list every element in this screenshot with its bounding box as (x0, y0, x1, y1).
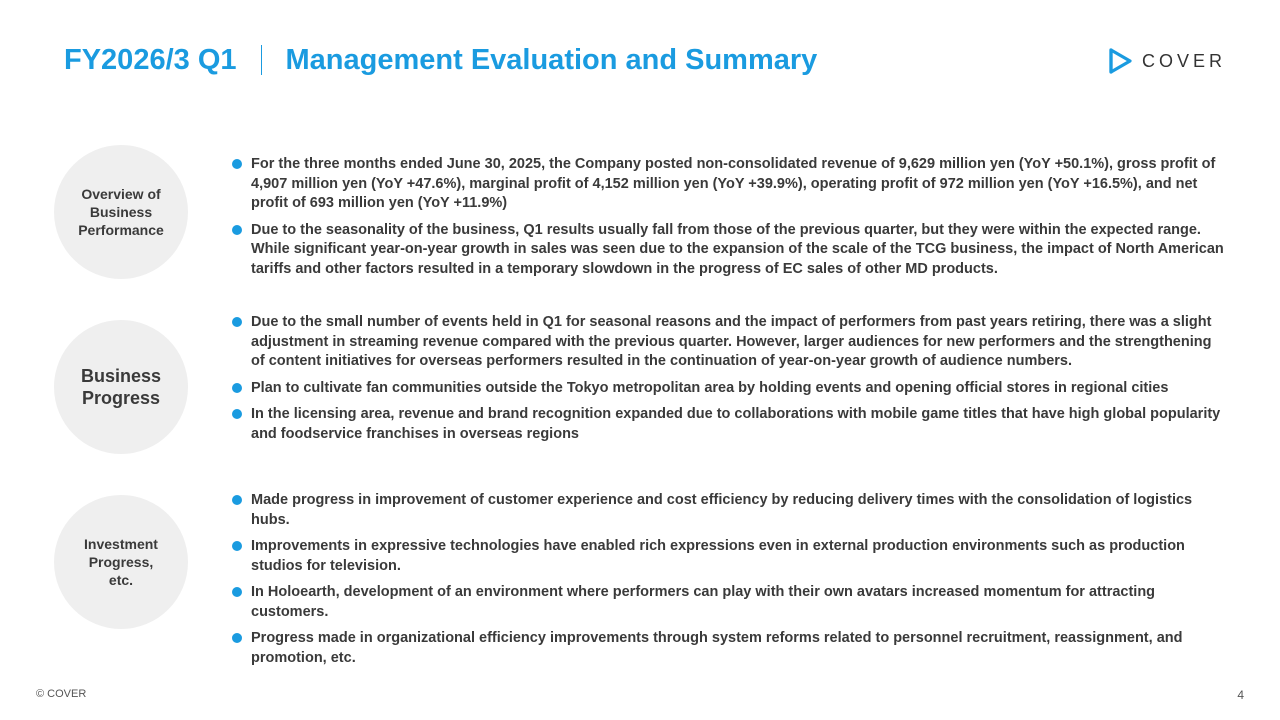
section-label-overview (54, 145, 188, 279)
section-label-line: Progress, (88, 554, 154, 570)
page-number: 4 (1237, 688, 1244, 702)
bullet-item (232, 491, 1224, 530)
copyright-notice: © COVER (36, 688, 87, 700)
bullet-dot-icon (232, 383, 242, 393)
investment-progress-bullet-list (232, 491, 1224, 675)
bullet-item (232, 405, 1224, 444)
bullet-dot-icon (232, 633, 242, 643)
overview-bullet-list (232, 155, 1224, 286)
bullet-text: Improvements in expressive technologies have enabled rich expressions even in external production environments such as production studios for television. (251, 538, 1185, 574)
bullet-text: For the three months ended June 30, 2025, the Company posted non-consolidated revenue of 9,629 million yen (YoY +50.1%), gross profit of 4,907 million yen (YoY +47.6%), marginal profit of 4,152 million yen (YoY +39.9%), operating profit of 972 million yen (YoY +16.5%), and net profit of 693 million yen (YoY +11.9%) (251, 156, 1216, 211)
bullet-text: Progress made in organizational efficiency improvements through system reforms related to personnel recruitment, reassignment, and promotion, etc. (251, 630, 1183, 666)
bullet-dot-icon (232, 495, 242, 505)
bullet-text: Due to the small number of events held in Q1 for seasonal reasons and the impact of performers from past years retiring, there was a slight adjustment in streaming revenue compared with the previous quarter. However, larger audiences for new performers and the strengthening of content initiatives for overseas performers resulted in the continuation of year-on-year growth of audience numbers. (251, 314, 1212, 369)
bullet-item (232, 155, 1224, 214)
section-label-line: Investment (84, 536, 158, 552)
bullet-item (232, 629, 1224, 668)
cover-logo-play-icon (1106, 47, 1134, 75)
bullet-item (232, 221, 1224, 280)
business-progress-bullet-list (232, 313, 1224, 451)
slide-header (64, 38, 817, 82)
bullet-item (232, 313, 1224, 372)
bullet-text: Due to the seasonality of the business, Q1 results usually fall from those of the previous quarter, but they were within the expected range. While significant year-on-year growth in sales was seen due to the expansion of the scale of the TCG business, the impact of North American tariffs and other factors resulted in a temporary slowdown in the progress of EC sales of other MD products. (251, 221, 1224, 277)
bullet-text: In the licensing area, revenue and brand recognition expanded due to collaborations with mobile game titles that have high global popularity and foodservice franchises in overseas regions (251, 406, 1221, 442)
page-title: Management Evaluation and Summary (285, 43, 818, 76)
bullet-item (232, 537, 1224, 576)
section-label-line: etc. (108, 572, 134, 588)
section-label-line: Business (89, 204, 153, 220)
section-label-investment-progress (54, 495, 188, 629)
bullet-dot-icon (232, 409, 242, 419)
bullet-dot-icon (232, 225, 242, 235)
bullet-item (232, 583, 1224, 622)
bullet-text: Plan to cultivate fan communities outside the Tokyo metropolitan area by holding events and opening official stores in regional cities (251, 379, 1169, 396)
title-divider (261, 45, 262, 75)
section-label-line: Business (80, 366, 162, 386)
bullet-dot-icon (232, 159, 242, 169)
period-label: FY2026/3 Q1 (64, 43, 237, 76)
cover-logo-text: COVER (1141, 50, 1226, 71)
bullet-dot-icon (232, 587, 242, 597)
section-label-line: Overview of (81, 186, 161, 202)
section-label-line: Progress (81, 388, 161, 408)
bullet-text: Made progress in improvement of customer experience and cost efficiency by reducing delivery times with the consolidation of logistics hubs. (251, 492, 1193, 528)
bullet-text: In Holoearth, development of an environment where performers can play with their own avatars increased momentum for attracting customers. (251, 584, 1156, 620)
section-label-line: Performance (78, 222, 164, 238)
section-label-business-progress (54, 320, 188, 454)
cover-logo (1106, 46, 1226, 76)
bullet-dot-icon (232, 317, 242, 327)
bullet-dot-icon (232, 541, 242, 551)
bullet-item (232, 379, 1224, 399)
